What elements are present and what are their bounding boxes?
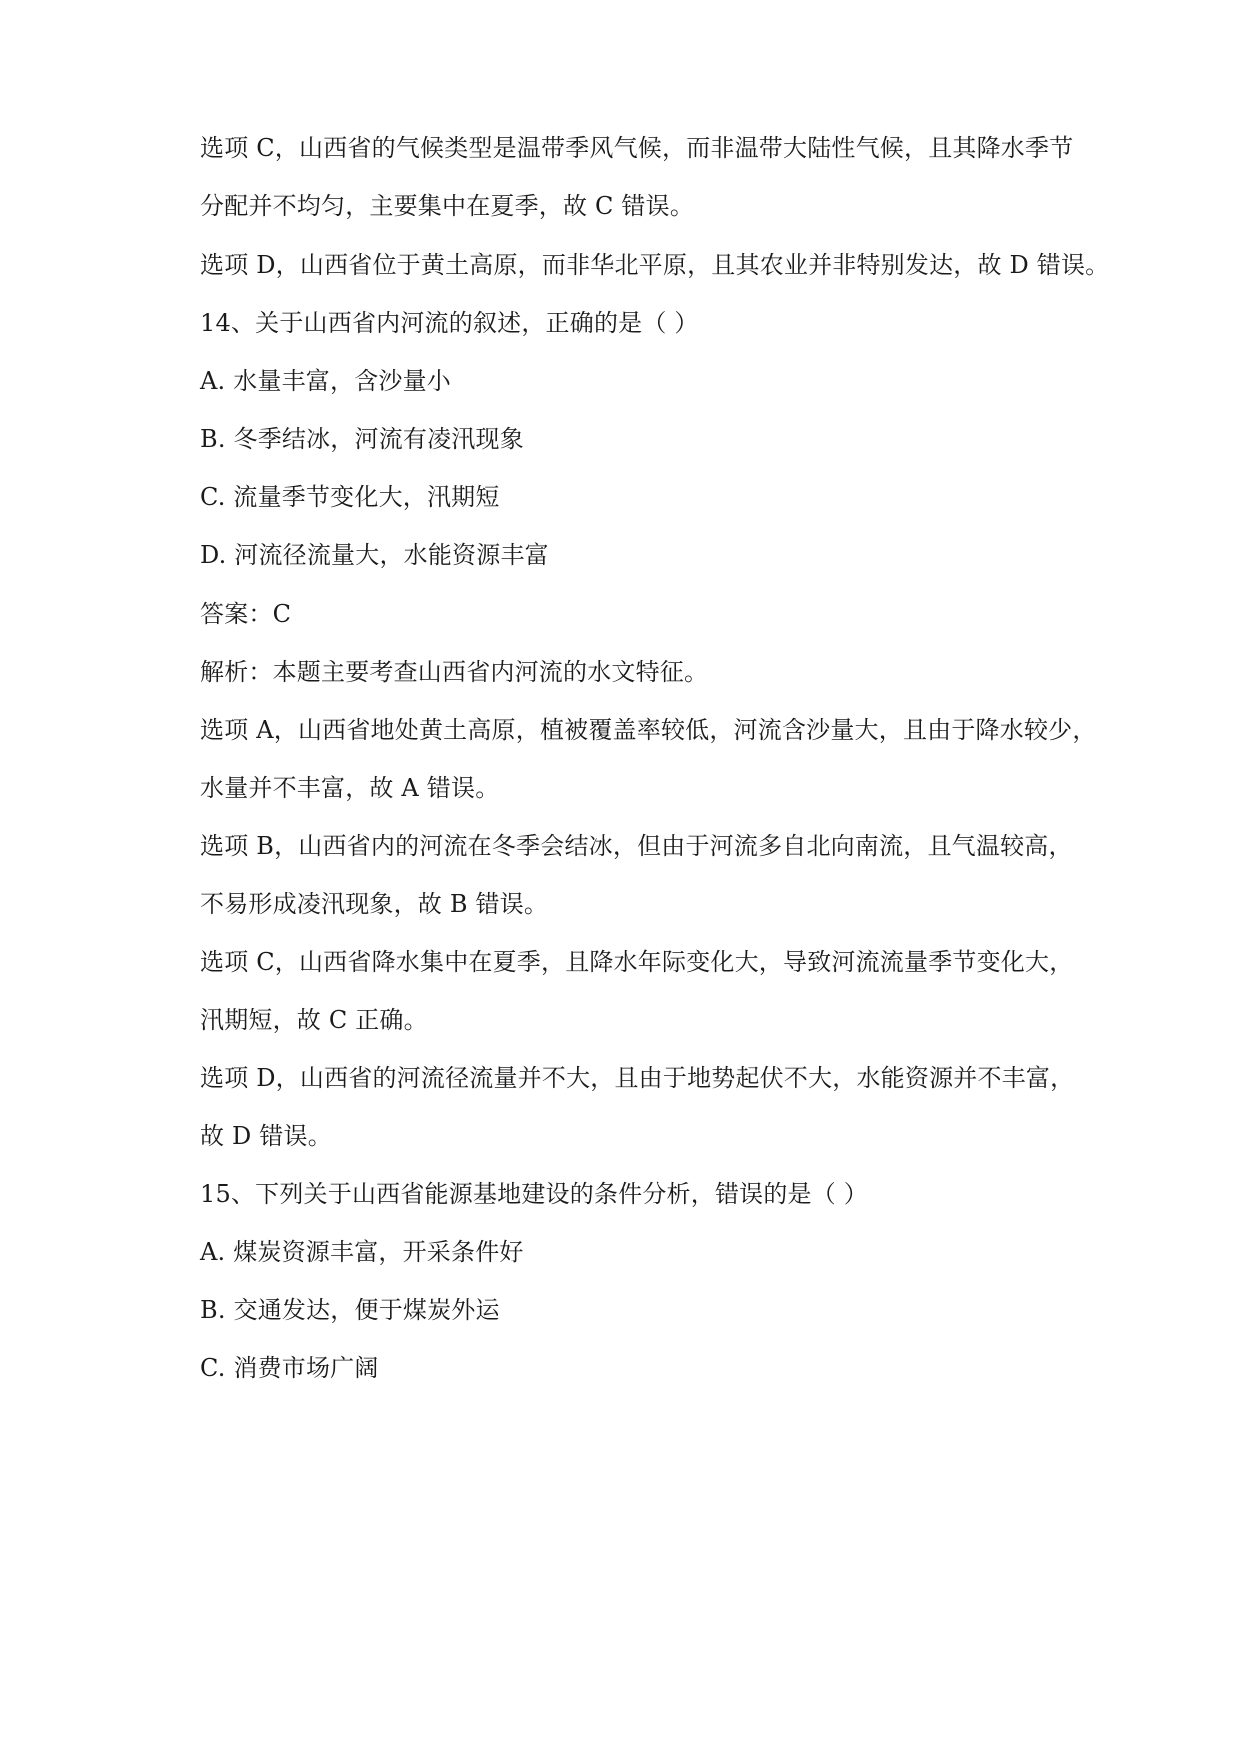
question-14-analysis-a-line2: 水量并不丰富，故 A 错误。: [200, 774, 500, 802]
question-14-analysis-c-line1: 选项 C，山西省降水集中在夏季，且降水年际变化大，导致河流流量季节变化大，: [200, 948, 1074, 976]
question-14-analysis-b-line2: 不易形成凌汛现象，故 B 错误。: [200, 890, 549, 918]
question-15-option-b: B. 交通发达，便于煤炭外运: [200, 1296, 500, 1324]
question-15-stem: 15、下列关于山西省能源基地建设的条件分析，错误的是（ ）: [200, 1180, 868, 1208]
question-14-option-d: D. 河流径流量大，水能资源丰富: [200, 541, 549, 569]
question-14-analysis-a-line1: 选项 A，山西省地处黄土高原，植被覆盖率较低，河流含沙量大，且由于降水较少，: [200, 716, 1097, 744]
question-14-answer: 答案：C: [200, 600, 292, 628]
prev-option-c-analysis-line1: 选项 C，山西省的气候类型是温带季风气候，而非温带大陆性气候，且其降水季节: [200, 134, 1074, 162]
question-14-analysis-intro: 解析：本题主要考查山西省内河流的水文特征。: [200, 658, 709, 686]
question-14-analysis-d-line1: 选项 D，山西省的河流径流量并不大，且由于地势起伏不大，水能资源并不丰富，: [200, 1064, 1075, 1092]
prev-option-d-analysis-line1: 选项 D，山西省位于黄土高原，而非华北平原，且其农业并非特别发达，故 D 错误。: [200, 251, 1110, 279]
question-14-analysis-b-line1: 选项 B，山西省内的河流在冬季会结冰，但由于河流多自北向南流，且气温较高，: [200, 832, 1073, 860]
question-14-option-c: C. 流量季节变化大，汛期短: [200, 483, 500, 511]
prev-option-c-analysis-line2: 分配并不均匀，主要集中在夏季，故 C 错误。: [200, 192, 695, 220]
question-14-option-b: B. 冬季结冰，河流有凌汛现象: [200, 425, 524, 453]
question-15-option-a: A. 煤炭资源丰富，开采条件好: [200, 1238, 524, 1266]
question-14-analysis-c-line2: 汛期短，故 C 正确。: [200, 1006, 428, 1034]
question-15-option-c: C. 消费市场广阔: [200, 1354, 379, 1382]
question-14-stem: 14、关于山西省内河流的叙述，正确的是（ ）: [200, 309, 699, 337]
question-14-analysis-d-line2: 故 D 错误。: [200, 1122, 332, 1150]
question-14-option-a: A. 水量丰富，含沙量小: [200, 367, 451, 395]
